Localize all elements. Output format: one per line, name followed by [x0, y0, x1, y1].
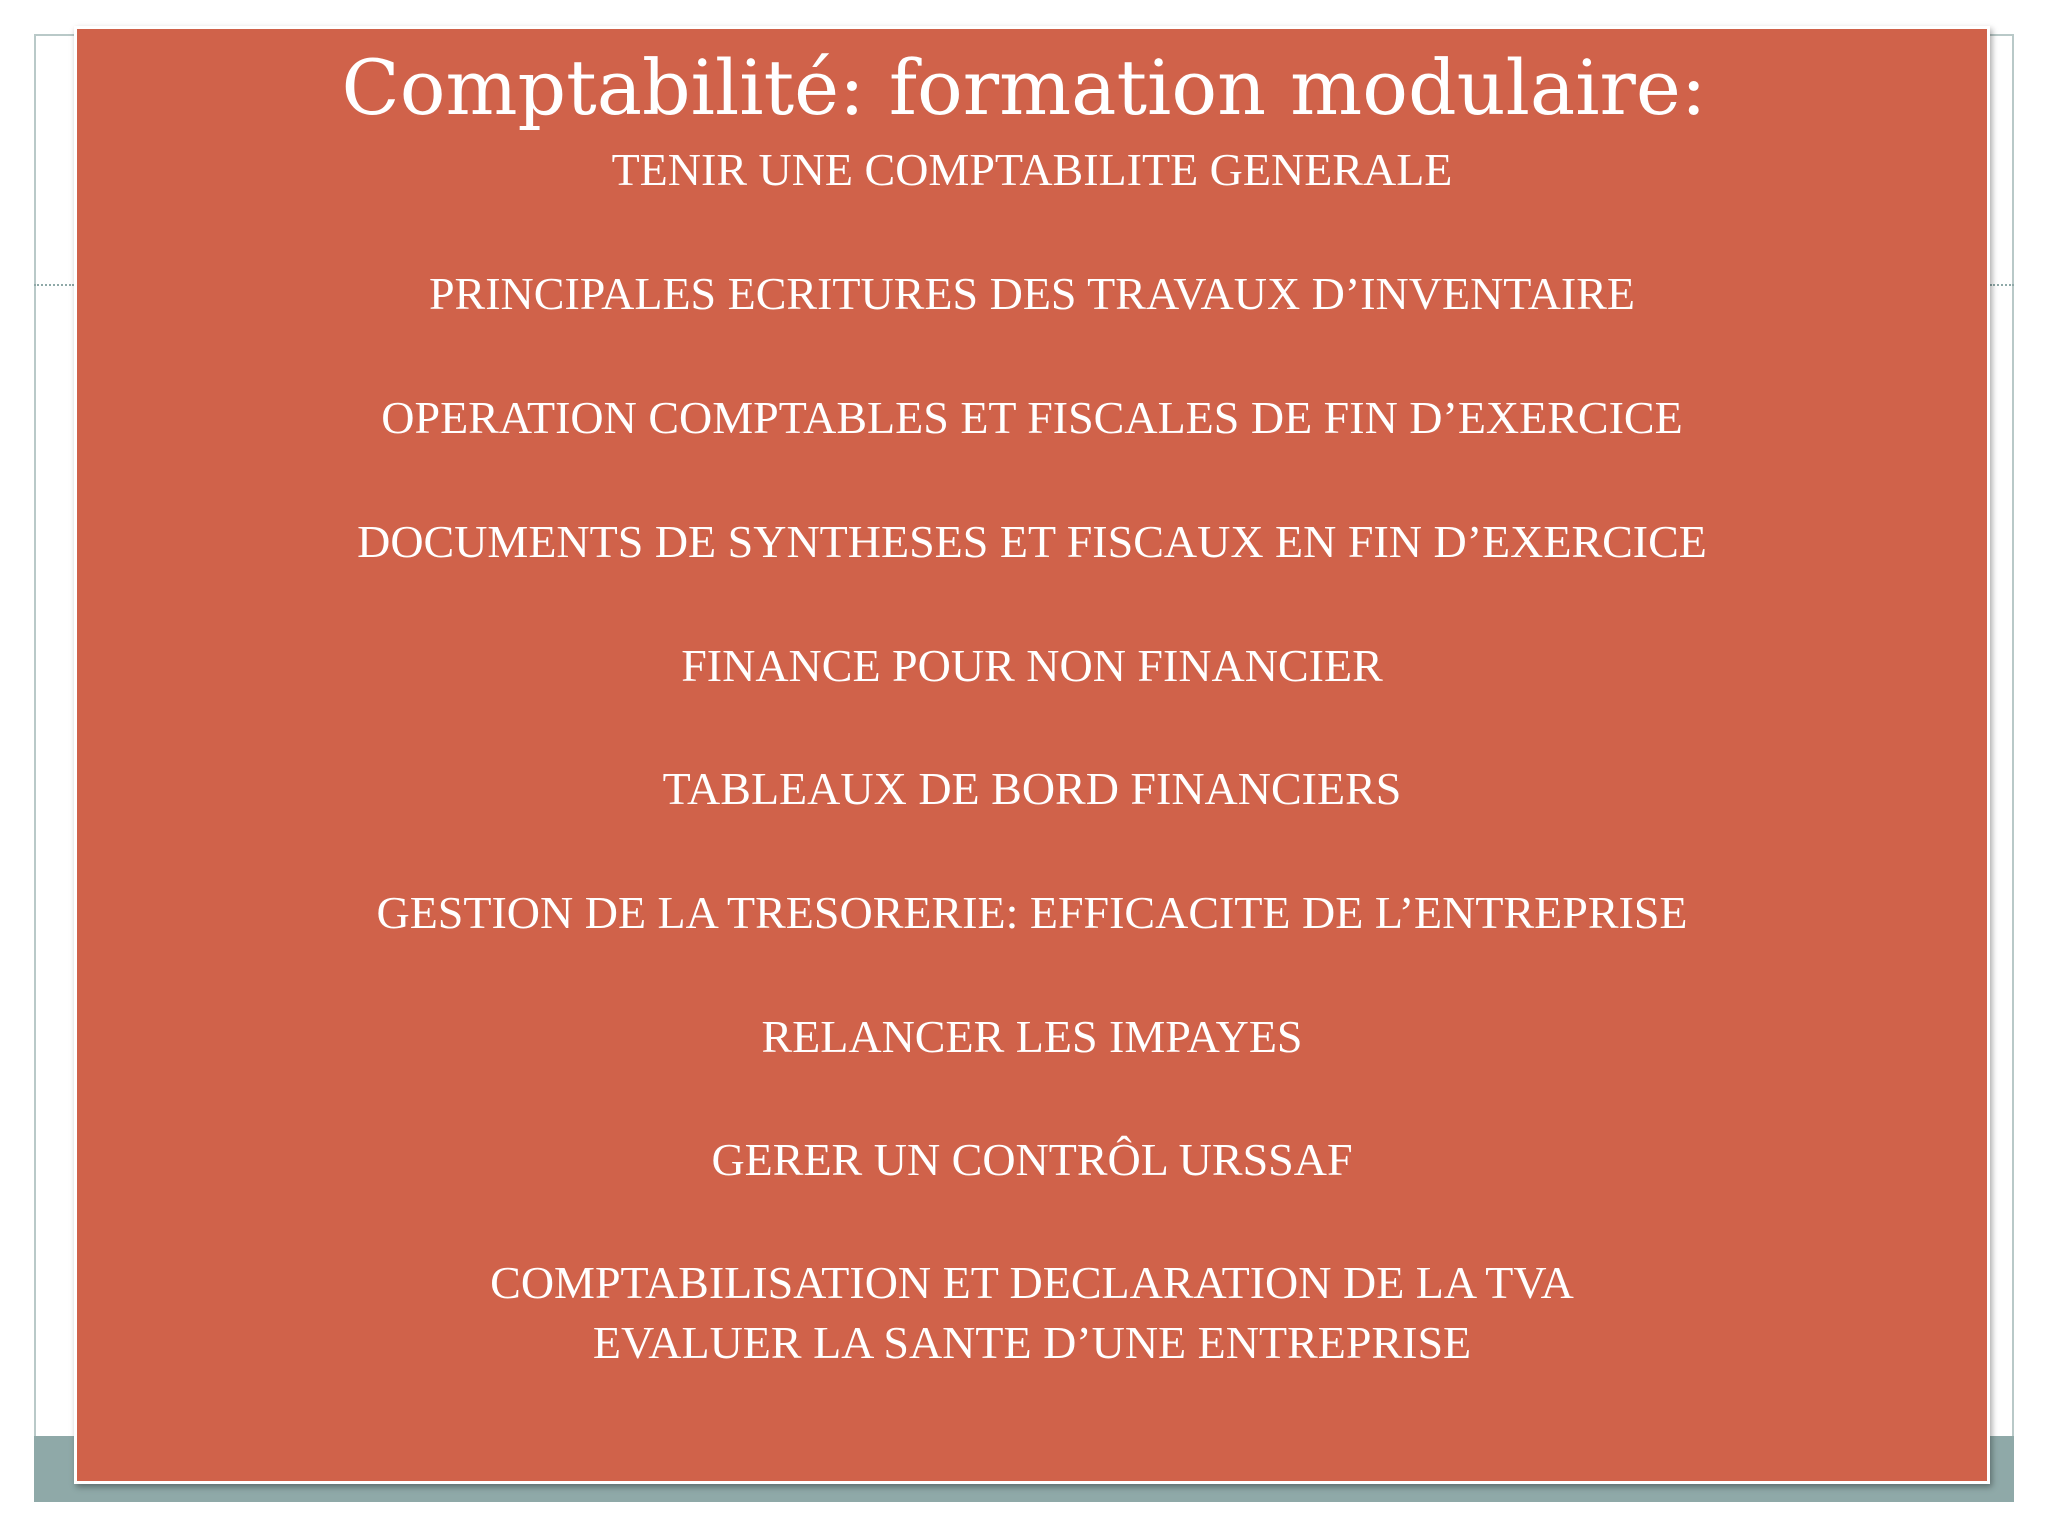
- slide-title: Comptabilité: formation modulaire:: [341, 43, 1707, 132]
- module-item: TENIR UNE COMPTABILITE GENERALE: [611, 144, 1453, 195]
- module-item: RELANCER LES IMPAYES: [761, 1011, 1303, 1062]
- module-item: FINANCE POUR NON FINANCIER: [681, 640, 1383, 691]
- module-item: TABLEAUX DE BORD FINANCIERS: [662, 763, 1402, 814]
- module-item: COMPTABILISATION ET DECLARATION DE LA TVA: [490, 1257, 1574, 1308]
- module-item: EVALUER LA SANTE D’UNE ENTREPRISE: [592, 1317, 1472, 1368]
- module-item: DOCUMENTS DE SYNTHESES ET FISCAUX EN FIN D’EXERCICE: [357, 516, 1707, 567]
- module-list: [74, 0, 1990, 1536]
- guide-line-left: [34, 284, 74, 286]
- guide-line-right: [1990, 284, 2014, 286]
- module-item: PRINCIPALES ECRITURES DES TRAVAUX D’INVENTAIRE: [428, 268, 1636, 319]
- module-item: OPERATION COMPTABLES ET FISCALES DE FIN D’EXERCICE: [381, 392, 1683, 443]
- module-item: GESTION DE LA TRESORERIE: EFFICACITE DE L’ENTREPRISE: [376, 887, 1688, 938]
- module-item: GERER UN CONTRÔL URSSAF: [711, 1134, 1353, 1185]
